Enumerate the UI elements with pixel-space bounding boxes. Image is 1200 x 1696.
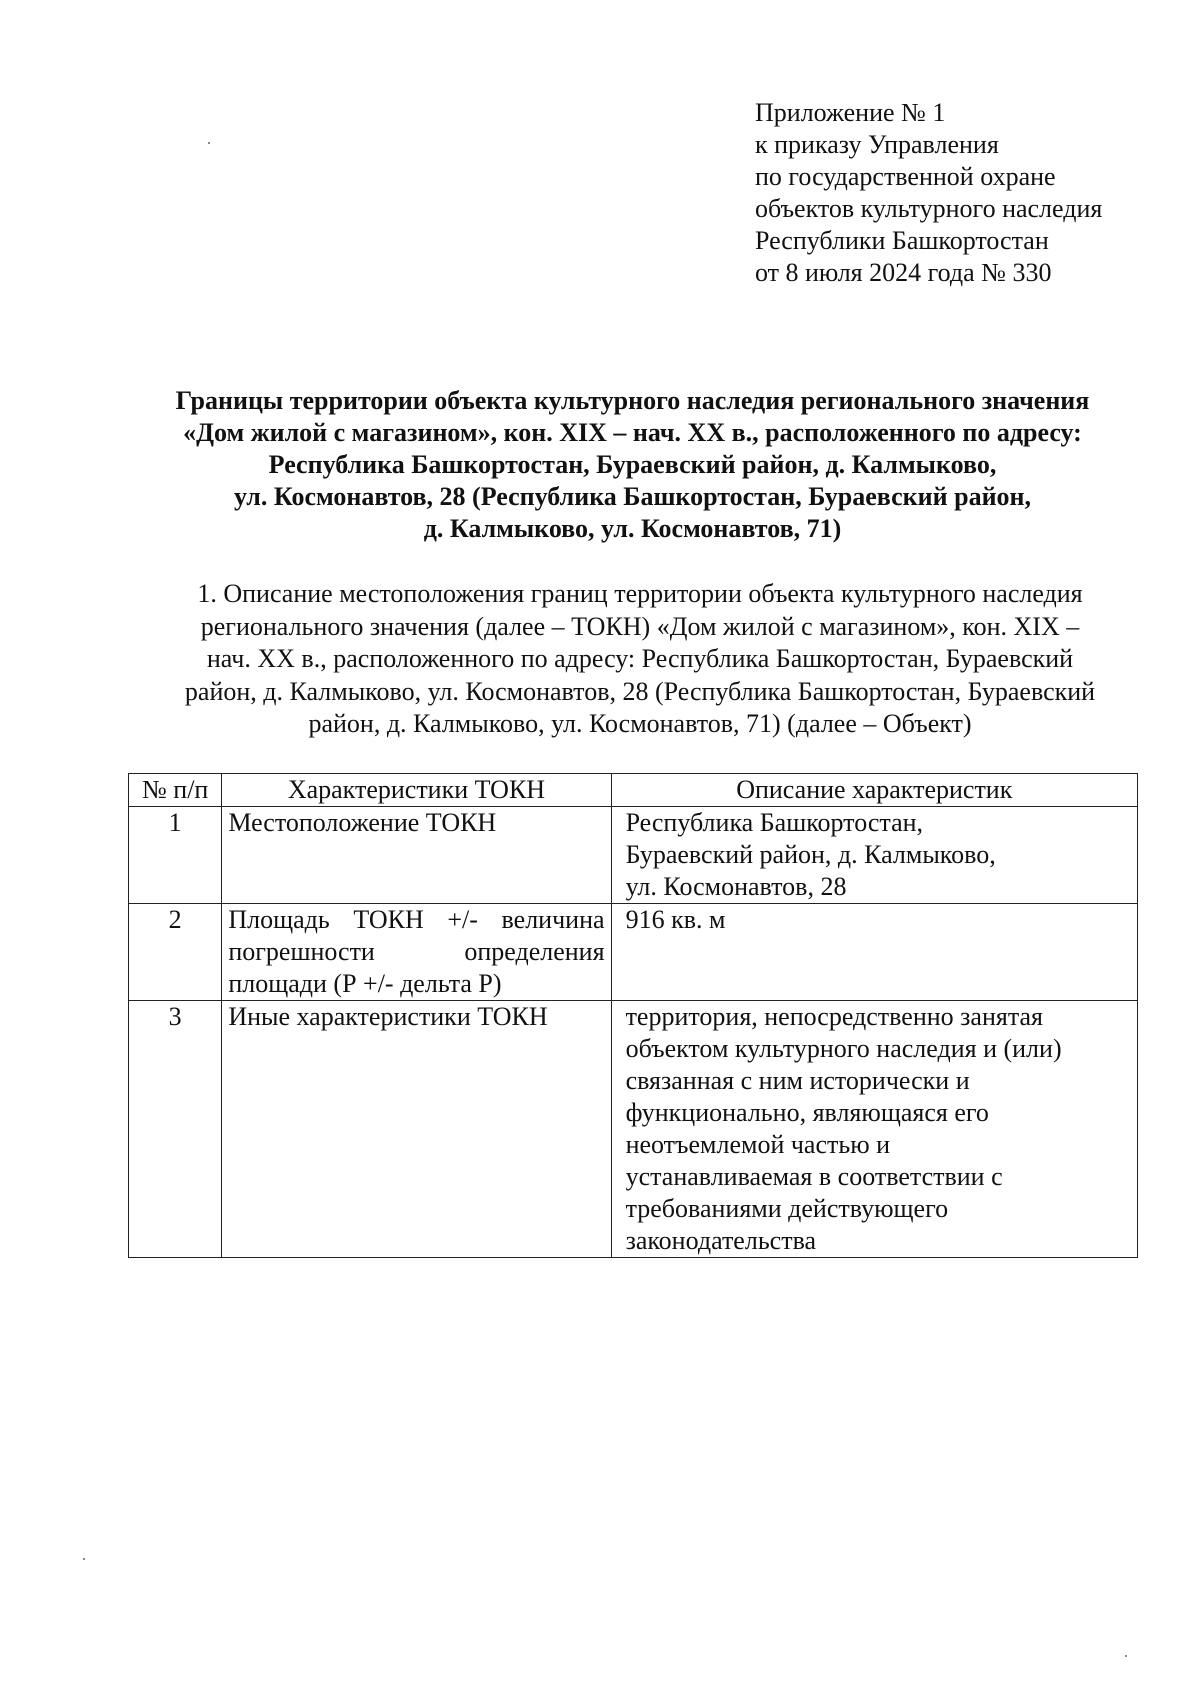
characteristic-word: Площадь <box>228 905 330 934</box>
description-line: законодательства <box>625 1226 817 1255</box>
header-description: Описание характеристик <box>611 774 1137 807</box>
description-line: 916 кв. м <box>625 905 726 934</box>
table-row <box>129 807 1138 904</box>
appendix-line: Республики Башкортостан <box>755 226 1049 255</box>
characteristic-line: Иные характеристики ТОКН <box>228 1002 548 1031</box>
description-line: ул. Космонавтов, 28 <box>625 872 847 901</box>
title-line: Границы территории объекта культурного наследия регионального значения <box>175 386 1090 415</box>
description-line: Бураевский район, д. Калмыково, <box>625 840 996 869</box>
title-line: д. Калмыково, ул. Космонавтов, 71) <box>423 514 842 543</box>
appendix-line: объектов культурного наследия <box>755 194 1103 223</box>
row-description <box>611 1001 1137 1258</box>
characteristic-word: определения <box>464 937 605 966</box>
characteristic-line: Местоположение ТОКН <box>228 808 497 837</box>
row-num: 2 <box>129 904 222 1001</box>
description-line: объектом культурного наследия и (или) <box>625 1034 1062 1063</box>
characteristic-line <box>228 936 604 968</box>
appendix-line: от 8 июля 2024 года № 330 <box>755 258 1052 287</box>
row-characteristic <box>222 807 611 904</box>
scan-speck <box>83 1558 85 1560</box>
row-characteristic <box>222 904 611 1001</box>
description-line: неотъемлемой частью и <box>625 1130 891 1159</box>
description-line: Республика Башкортостан, <box>625 808 924 837</box>
title-line: Республика Башкортостан, Бураевский район, д. Калмыково, <box>268 450 997 479</box>
description-line: связанная с ним исторически и <box>625 1066 970 1095</box>
section-line: район, д. Калмыково, ул. Космонавтов, 71) (далее – Объект) <box>308 709 972 738</box>
row-description <box>611 807 1137 904</box>
characteristics-table <box>128 773 1138 1258</box>
row-description <box>611 904 1137 1001</box>
appendix-line: по государственной охране <box>755 162 1056 191</box>
row-num: 1 <box>129 807 222 904</box>
table-row <box>129 904 1138 1001</box>
title-line: «Дом жилой с магазином», кон. XIX – нач. XX в., расположенного по адресу: <box>183 418 1082 447</box>
characteristic-line: площади (Р +/- дельта Р) <box>228 969 502 998</box>
appendix-line: к приказу Управления <box>755 130 999 159</box>
appendix-line: Приложение № 1 <box>755 98 946 127</box>
description-line: территория, непосредственно занятая <box>625 1002 1044 1031</box>
appendix-header <box>755 97 1175 289</box>
description-line: требованиями действующего <box>625 1194 949 1223</box>
title-line: ул. Космонавтов, 28 (Республика Башкортостан, Бураевский район, <box>233 482 1032 511</box>
row-characteristic <box>222 1001 611 1258</box>
scan-speck <box>208 142 210 144</box>
header-num: № п/п <box>129 774 222 807</box>
description-line: устанавливаемая в соответствии с <box>625 1162 1003 1191</box>
description-line: функционально, являющаяся его <box>625 1098 989 1127</box>
section-line: район, д. Калмыково, ул. Космонавтов, 28 (Республика Башкортостан, Бураевский <box>184 676 1096 706</box>
characteristic-word: погрешности <box>228 937 375 966</box>
characteristic-line <box>228 904 604 936</box>
characteristic-word: ТОКН <box>353 905 424 934</box>
table-header-row <box>129 774 1138 807</box>
document-title <box>110 385 1155 545</box>
scan-speck <box>1125 1655 1127 1657</box>
section-heading <box>125 578 1155 741</box>
characteristic-word: +/- <box>447 905 478 934</box>
section-line: нач. XX в., расположенного по адресу: Республика Башкортостан, Бураевский <box>206 644 1074 673</box>
row-num: 3 <box>129 1001 222 1258</box>
table-row <box>129 1001 1138 1258</box>
section-line: 1. Описание местоположения границ территории объекта культурного наследия <box>197 579 1083 608</box>
header-characteristic: Характеристики ТОКН <box>222 774 611 807</box>
characteristic-word: величина <box>501 905 605 934</box>
section-line: регионального значения (далее – ТОКН) «Дом жилой с магазином», кон. XIX – <box>200 611 1080 641</box>
